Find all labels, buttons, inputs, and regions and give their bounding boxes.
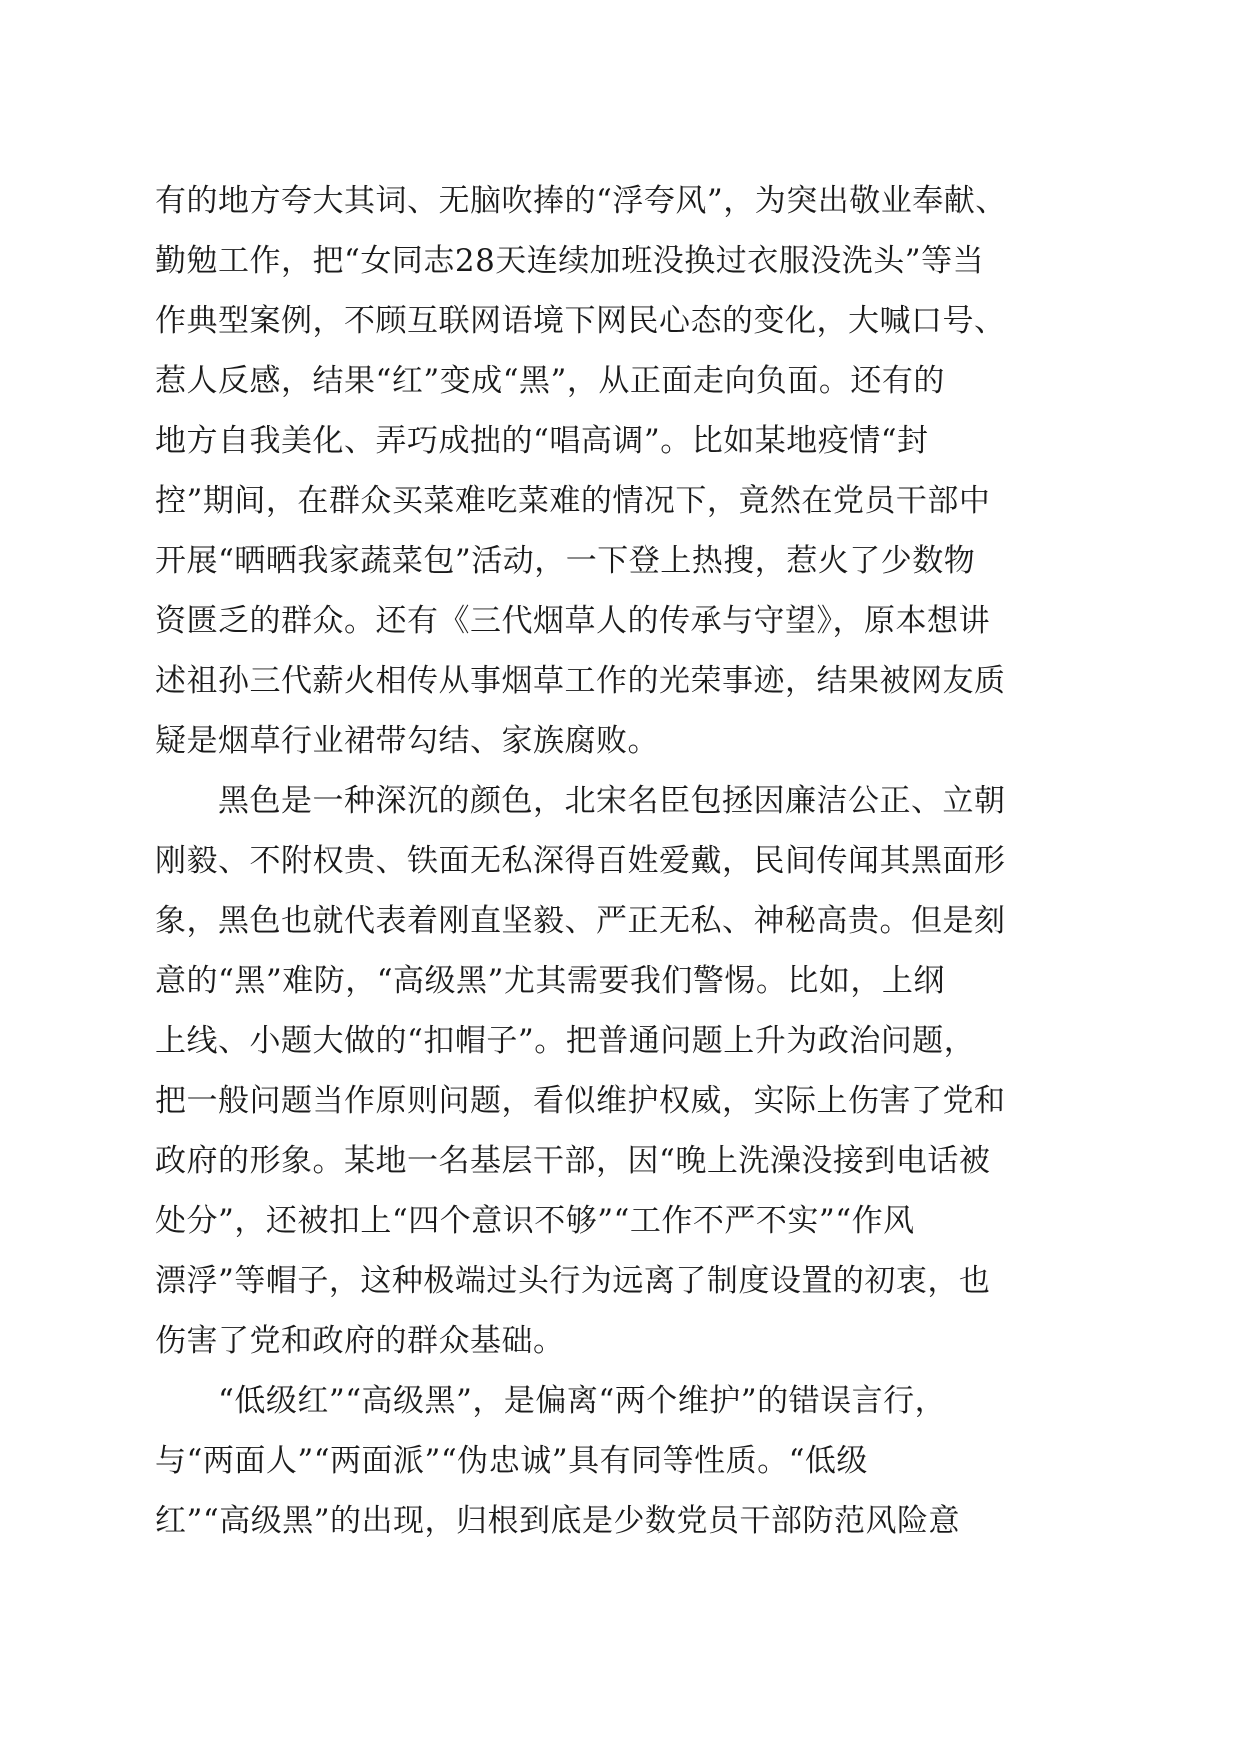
text-line: 作典型案例，不顾互联网语境下网民心态的变化，大喊口号、 — [155, 303, 1006, 339]
text-line: 疑是烟草行业裙带勾结、家族腐败。 — [155, 723, 659, 759]
text-line: 地方自我美化、弄巧成拙的“唱高调”。比如某地疫情“封 — [155, 423, 929, 459]
text-line: 开展“晒晒我家蔬菜包”活动，一下登上热搜，惹火了少数物 — [155, 543, 976, 579]
text-line: 上线、小题大做的“扣帽子”。把普通问题上升为政治问题， — [155, 1023, 976, 1059]
text-line: 把一般问题当作原则问题，看似维护权威，实际上伤害了党和 — [155, 1083, 1006, 1119]
text-line: 黑色是一种深沉的颜色，北宋名臣包拯因廉洁公正、立朝 — [155, 783, 1006, 819]
text-line: 刚毅、不附权贵、铁面无私深得百姓爱戴，民间传闻其黑面形 — [155, 843, 1006, 879]
text-line: 控”期间，在群众买菜难吃菜难的情况下，竟然在党员干部中 — [155, 483, 991, 519]
text-line: 有的地方夸大其词、无脑吹捧的“浮夸风”，为突出敬业奉献、 — [155, 183, 1007, 219]
text-line: 政府的形象。某地一名基层干部，因“晚上洗澡没接到电话被 — [155, 1143, 991, 1179]
text-line: 伤害了党和政府的群众基础。 — [155, 1323, 565, 1359]
text-line: 与“两面人”“两面派”“伪忠诚”具有同等性质。“低级 — [155, 1443, 868, 1479]
paragraph-3 — [155, 1371, 1075, 1551]
text-line: “低级红”“高级黑”，是偏离“两个维护”的错误言行， — [155, 1383, 947, 1419]
text-line: 勤勉工作，把“女同志28天连续加班没换过衣服没洗头”等当 — [155, 243, 985, 279]
text-line: 漂浮”等帽子，这种极端过头行为远离了制度设置的初衷，也 — [155, 1263, 991, 1299]
text-line: 红”“高级黑”的出现，归根到底是少数党员干部防范风险意 — [155, 1503, 961, 1539]
text-line: 象，黑色也就代表着刚直坚毅、严正无私、神秘高贵。但是刻 — [155, 903, 1006, 939]
paragraph-2 — [155, 771, 1075, 1371]
document-body — [155, 171, 1075, 1551]
text-line: 述祖孙三代薪火相传从事烟草工作的光荣事迹，结果被网友质 — [155, 663, 1006, 699]
text-line: 意的“黑”难防，“高级黑”尤其需要我们警惕。比如，上纲 — [155, 963, 945, 999]
text-line: 处分”，还被扣上“四个意识不够”“工作不严不实”“作风 — [155, 1203, 915, 1239]
paragraph-1 — [155, 171, 1075, 771]
text-line: 资匮乏的群众。还有《三代烟草人的传承与守望》，原本想讲 — [155, 603, 990, 639]
text-line: 惹人反感，结果“红”变成“黑”，从正面走向负面。还有的 — [155, 363, 945, 399]
